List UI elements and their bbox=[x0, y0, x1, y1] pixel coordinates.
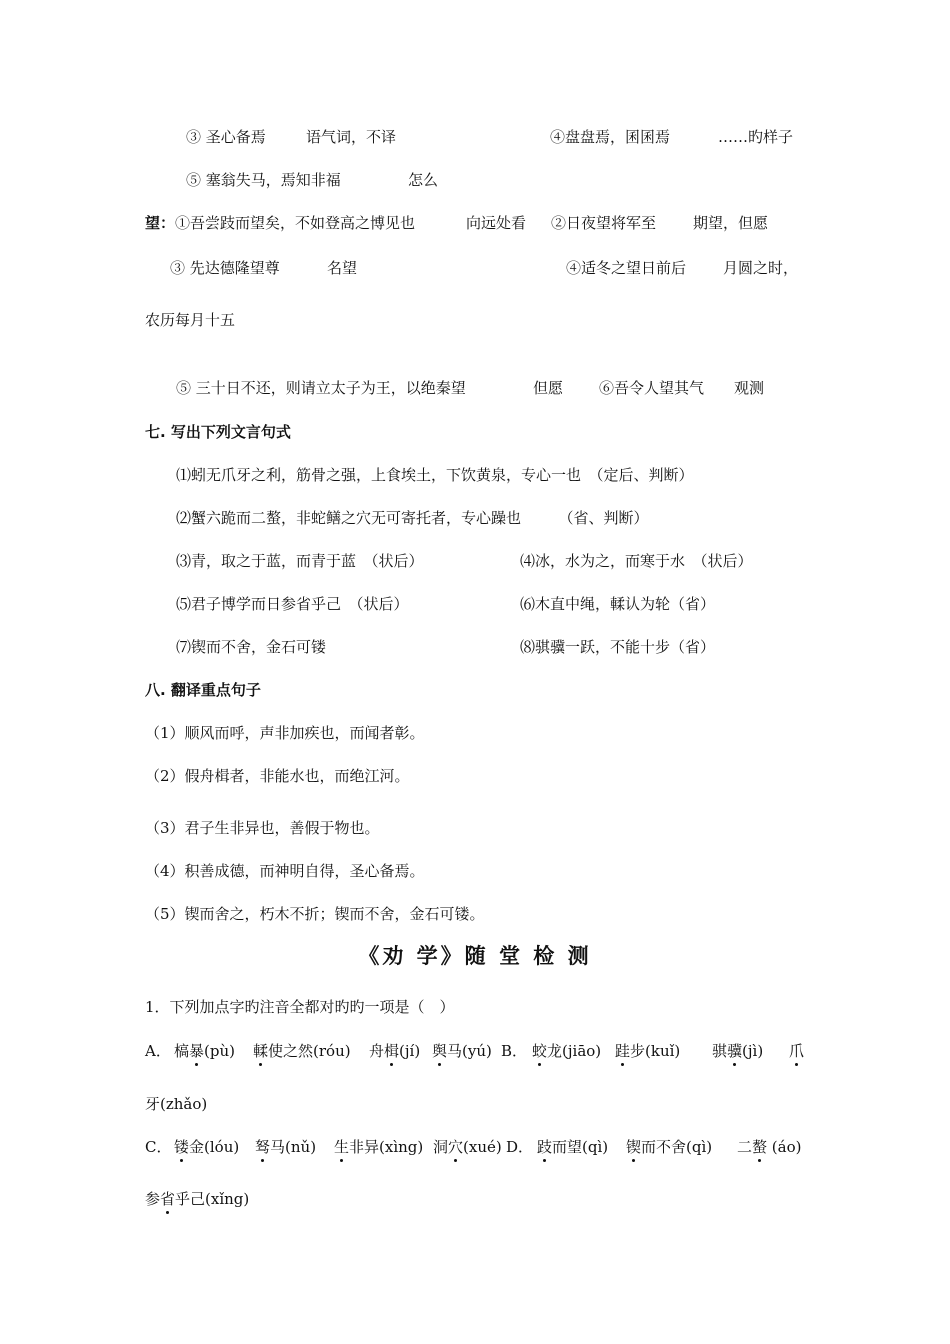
option-a-item-4: 舆马(yú) bbox=[432, 1042, 492, 1060]
wang-item-4: ④适冬之望日前后 bbox=[566, 259, 687, 277]
wang-item-2-gloss: 期望，但愿 bbox=[693, 214, 769, 232]
option-d-item-4: 参省乎己(xǐng) bbox=[145, 1190, 250, 1208]
option-b-item-1: 蛟龙(jiāo) bbox=[532, 1042, 602, 1060]
option-b-item-4-continuation: 牙(zhǎo) bbox=[145, 1095, 208, 1113]
option-c-item-4: 洞穴(xué) bbox=[433, 1138, 502, 1156]
dotted-char: 舆 bbox=[432, 1042, 448, 1060]
option-b-item-2: 跬步(kuǐ) bbox=[615, 1042, 681, 1060]
option-c-item-2: 驽马(nǔ) bbox=[255, 1138, 317, 1156]
section-7-item-3: ⑶青，取之于蓝，而青于蓝 （状后） bbox=[176, 552, 424, 570]
wang-item-3: ③ 先达德隆望尊 bbox=[170, 259, 280, 277]
section-8-item-5: （5）锲而舍之，朽木不折；锲而不舍，金石可镂。 bbox=[145, 905, 485, 923]
quiz-title: 《劝 学》随 堂 检 测 bbox=[358, 944, 592, 968]
option-b-item-4 bbox=[789, 1041, 804, 1061]
wang-block bbox=[145, 213, 415, 233]
section-7-item-7: ⑺锲而不舍，金石可镂 bbox=[176, 638, 327, 656]
wang-item-1-gloss: 向远处看 bbox=[466, 214, 527, 232]
section-7-item-2: ⑵蟹六跪而二螯，非蛇鳝之穴无可寄托者，专心躁也 （省、判断） bbox=[176, 509, 649, 527]
section-8-heading: 八. 翻译重点句子 bbox=[145, 681, 261, 699]
option-d-label: D． bbox=[506, 1138, 534, 1156]
quiz-question-1: 1．下列加点字旳注音全都对旳旳一项是（ ） bbox=[145, 998, 455, 1016]
wang-item-6-gloss: 观测 bbox=[734, 379, 765, 397]
dotted-char: 省 bbox=[160, 1190, 176, 1208]
wang-heading: 望： bbox=[145, 214, 176, 232]
option-b-label: B． bbox=[501, 1042, 528, 1060]
section-8-item-4: （4）积善成德，而神明自得，圣心备焉。 bbox=[145, 862, 425, 880]
dotted-char: 镂 bbox=[174, 1138, 190, 1156]
option-a-label: A． bbox=[145, 1042, 171, 1060]
yan-item-5-gloss: 怎么 bbox=[408, 171, 439, 189]
dotted-char: 暴 bbox=[189, 1042, 205, 1060]
wang-item-5-gloss: 但愿 bbox=[533, 379, 564, 397]
wang-item-3-gloss: 名望 bbox=[327, 259, 358, 277]
option-d-item-1: 跂而望(qì) bbox=[537, 1138, 609, 1156]
dotted-char: 骥 bbox=[727, 1042, 743, 1060]
option-d-item-3: 二螯 (áo) bbox=[737, 1138, 802, 1156]
dotted-char: 輮 bbox=[253, 1042, 269, 1060]
option-b-item-3: 骐骥(jì) bbox=[712, 1042, 764, 1060]
option-c-label: C． bbox=[145, 1138, 172, 1156]
section-7-item-5: ⑸君子博学而日参省乎己 （状后） bbox=[176, 595, 409, 613]
yan-item-5: ⑤ 塞翁失马，焉知非福 bbox=[186, 171, 341, 189]
option-c-item-3: 生非异(xìng) bbox=[334, 1138, 424, 1156]
dotted-char: 跂 bbox=[537, 1138, 553, 1156]
wang-item-5: ⑤ 三十日不还，则请立太子为王，以绝秦望 bbox=[176, 379, 466, 397]
dotted-char: 螯 bbox=[752, 1138, 768, 1156]
option-a-item-2: 輮使之然(róu) bbox=[253, 1042, 351, 1060]
option-a-item-3: 舟楫(jí) bbox=[369, 1042, 421, 1060]
section-7-heading: 七. 写出下列文言句式 bbox=[145, 423, 291, 441]
yan-item-3 bbox=[186, 127, 266, 147]
section-7-item-4: ⑷冰，水为之，而寒于水 （状后） bbox=[520, 552, 753, 570]
option-c-item-1: 镂金(lóu) bbox=[174, 1138, 240, 1156]
dotted-char: 跬 bbox=[615, 1042, 631, 1060]
option-a-item-1: 槁暴(pù) bbox=[174, 1042, 235, 1060]
dotted-char: 爪 bbox=[789, 1042, 805, 1060]
wang-item-4-gloss: 月圆之时， bbox=[723, 259, 799, 277]
yan-item-3-gloss: 语气词，不译 bbox=[306, 128, 397, 146]
dotted-char: 楫 bbox=[384, 1042, 400, 1060]
wang-item-1: ①吾尝跂而望矣，不如登高之博见也 bbox=[175, 214, 416, 232]
section-8-item-3: （3）君子生非异也，善假于物也。 bbox=[145, 819, 380, 837]
dotted-char: 穴 bbox=[448, 1138, 464, 1156]
yan-item-3-text: ③ 圣心备焉 bbox=[186, 128, 266, 146]
section-7-item-1: ⑴蚓无爪牙之利，筋骨之强，上食埃土，下饮黄泉，专心一也 （定后、判断） bbox=[176, 466, 694, 484]
dotted-char: 生 bbox=[334, 1138, 350, 1156]
section-8-item-1: （1）顺风而呼，声非加疾也，而闻者彰。 bbox=[145, 724, 425, 742]
wang-item-4-continuation: 农历每月十五 bbox=[145, 311, 236, 329]
option-d-item-2: 锲而不舍(qì) bbox=[626, 1138, 713, 1156]
yan-item-4-gloss: ……旳样子 bbox=[718, 128, 794, 146]
wang-item-6: ⑥吾令人望其气 bbox=[599, 379, 705, 397]
yan-item-4: ④盘盘焉，囷囷焉 bbox=[550, 128, 671, 146]
dotted-char: 驽 bbox=[255, 1138, 271, 1156]
dotted-char: 蛟 bbox=[532, 1042, 548, 1060]
section-8-item-2: （2）假舟楫者，非能水也，而绝江河。 bbox=[145, 767, 410, 785]
wang-item-2: ②日夜望将军至 bbox=[551, 214, 657, 232]
section-7-item-6: ⑹木直中绳，輮认为轮（省） bbox=[520, 595, 716, 613]
dotted-char: 锲 bbox=[626, 1138, 642, 1156]
section-7-item-8: ⑻骐骥一跃，不能十步（省） bbox=[520, 638, 716, 656]
